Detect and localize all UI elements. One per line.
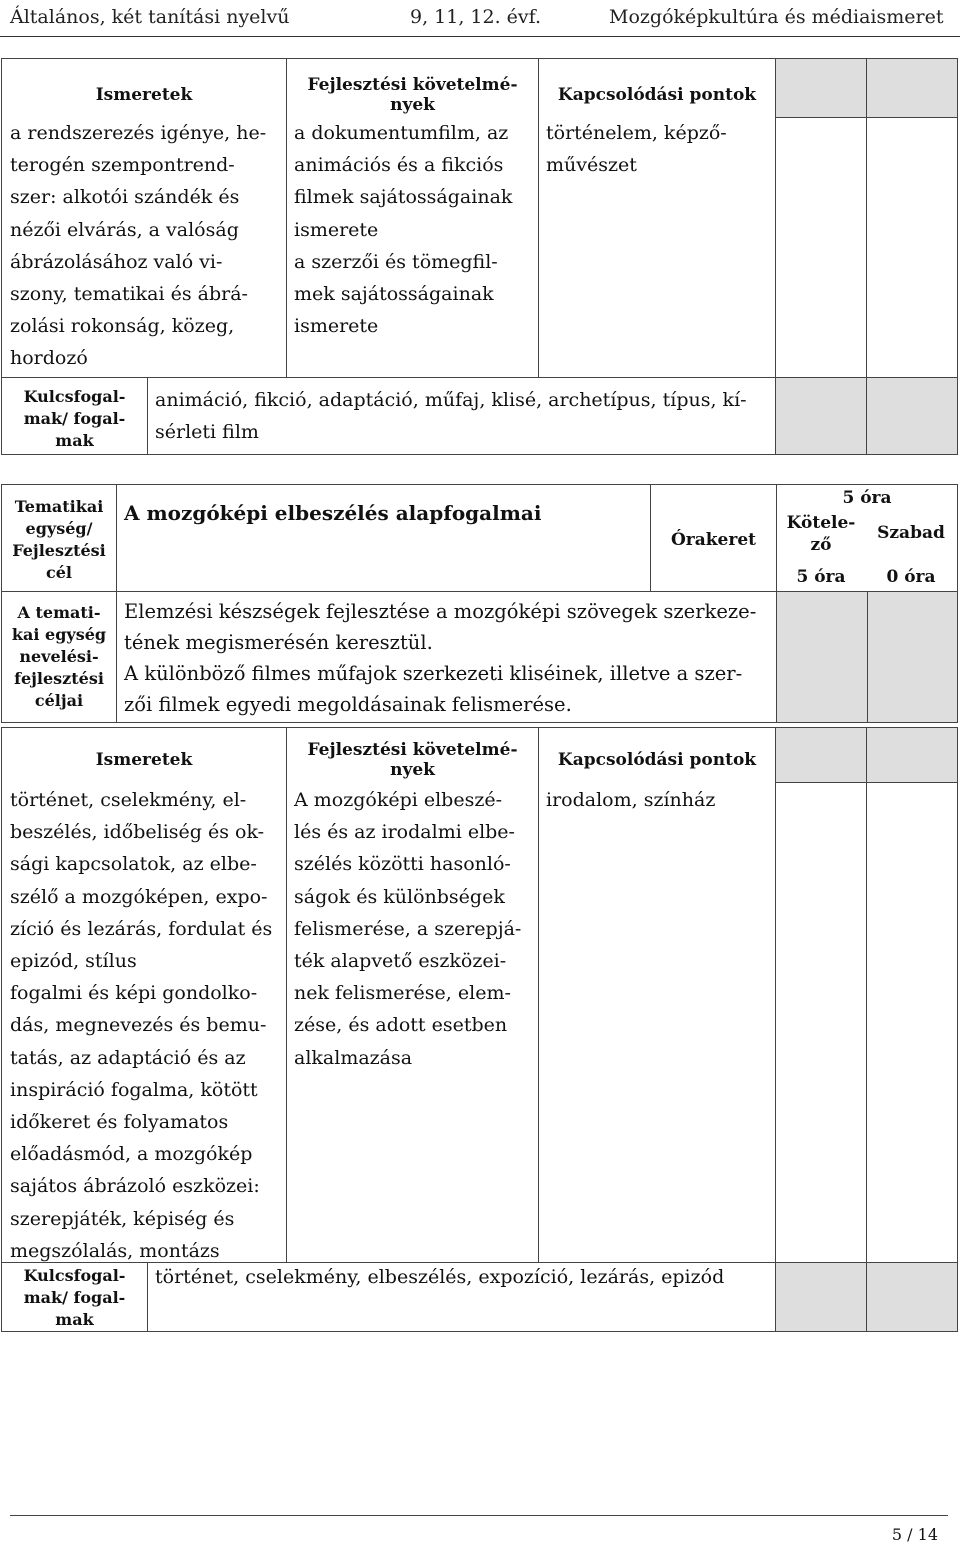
t1-fejlesztesi-cell: [286, 58, 539, 378]
t2-szabad-hours: 0 óra: [886, 567, 936, 587]
t2-celjai-text-cell: [116, 591, 777, 723]
t2-orakeret-cell: [650, 484, 777, 592]
t2-celjai-label: A temati- kai egység nevelési- fejlesztési céljai: [11, 603, 107, 710]
t2-title: A mozgóképi elbeszélés alapfogalmai: [124, 501, 542, 525]
t2-total-hours: 5 óra: [842, 488, 892, 508]
t1-ismeretek-header: Ismeretek: [95, 85, 193, 105]
t1-ismeretek-text: a rendszerezés igénye, he- terogén szempontrend- szer: alkotói szándék és nézői elvárás, a valóság ábrázolásához való vi- szony, tematikai és ábrá- zolási rokonság, közeg, hordozó: [10, 122, 267, 370]
t1-fejlesztesi-header: Fejlesztési követelmé- nyek: [307, 75, 518, 115]
t3-kulcs-label-cell: [1, 1262, 148, 1332]
t2-celjai-text: Elemzési készségek fejlesztése a mozgóképi szövegek szerkeze- tének megismerésén keresztül. A különböző filmes műfajok szerkezeti kliséinek, illetve a szer- zői filmek egyedi megoldásainak felismerése.: [124, 600, 757, 716]
t3-fejlesztesi-header: Fejlesztési követelmé- nyek: [307, 740, 518, 780]
t2-celjai-label-cell: [1, 591, 117, 723]
t1-kapcsolodasi-cell: [538, 58, 776, 378]
t3-kulcs-label: Kulcsfogal- mak/ fogal- mak: [23, 1266, 126, 1329]
t1-empty-cell: [775, 117, 867, 378]
t3-grey-cell: [775, 1262, 867, 1332]
t3-fejlesztesi-cell: [286, 727, 539, 1263]
t1-grey-cell: [866, 377, 958, 455]
t3-grey-cell: [866, 1262, 958, 1332]
t2-hours-cell: [776, 484, 958, 592]
t1-fejlesztesi-text: a dokumentumfilm, az animációs és a fikciós filmek sajátosságainak ismerete a szerzői és tömegfil- mek sajátosságainak ismerete: [294, 122, 513, 338]
t2-title-cell: [116, 484, 651, 592]
header-right: Mozgóképkultúra és médiaismeret: [609, 6, 944, 28]
t1-kulcs-text: animáció, fikció, adaptáció, műfaj, klisé, archetípus, típus, kí- sérleti film: [155, 389, 747, 444]
t2-szabad-label: Szabad: [877, 523, 945, 543]
t3-kapcsolodasi-text: irodalom, színház: [546, 789, 716, 811]
header-left: Általános, két tanítási nyelvű: [10, 6, 290, 28]
t1-kulcs-label-cell: [1, 377, 148, 455]
t3-kulcs-text-cell: [147, 1262, 776, 1332]
t2-tematikai-label-cell: [1, 484, 117, 592]
t1-kulcs-text-cell: [147, 377, 776, 455]
t1-grey-cell: [775, 377, 867, 455]
header-middle: 9, 11, 12. évf.: [410, 6, 542, 28]
t3-kapcsolodasi-header: Kapcsolódási pontok: [557, 750, 757, 770]
t2-tematikai-label: Tematikai egység/ Fejlesztési cél: [12, 497, 106, 582]
t2-orakeret: Órakeret: [671, 530, 756, 550]
t3-ismeretek-cell: [1, 727, 287, 1263]
t2-grey-cell: [776, 591, 868, 723]
footer-divider: [10, 1515, 948, 1516]
t1-ismeretek-cell: [1, 58, 287, 378]
t2-grey-cell: [867, 591, 958, 723]
page-header: [0, 0, 960, 37]
t1-kulcs-label: Kulcsfogal- mak/ fogal- mak: [23, 387, 126, 450]
t1-kapcsolodasi-header: Kapcsolódási pontok: [557, 85, 757, 105]
t3-ismeretek-text: történet, cselekmény, el- beszélés, időbeliség és ok- sági kapcsolatok, az elbe- szélő a mozgóképen, expo- zíció és lezárás, fordulat és epizód, stílus fogalmi és képi gondolko- dás, megnevezés és bemu- tatás, az adaptáció és az inspiráció fogalma, kötött időkeret és folyamatos előadásmód, a mozgókép sajátos ábrázoló eszközei: szerepjáték, képiség és megszólalás, montázs: [10, 789, 273, 1262]
t3-empty-cell: [866, 782, 958, 1263]
t3-kulcs-text: történet, cselekmény, elbeszélés, expozíció, lezárás, epizód: [155, 1266, 725, 1288]
t3-fejlesztesi-text: A mozgóképi elbeszé- lés és az irodalmi elbe- szélés közötti hasonló- ságok és különbségek felismerése, a szerepjá- ték alapvető eszközei- nek felismerése, elem- zése, és adott esetben alkalmazása: [294, 789, 522, 1069]
t3-empty-cell: [775, 782, 867, 1263]
t1-grey-cell: [775, 58, 867, 118]
t1-kapcsolodasi-text: történelem, képző- művészet: [546, 122, 727, 177]
t3-ismeretek-header: Ismeretek: [95, 750, 193, 770]
t3-grey-cell: [775, 727, 867, 783]
t2-kotelezo-label: Kötele- ző: [786, 513, 856, 555]
page-number: 5 / 14: [891, 1525, 938, 1544]
t2-kotelezo-hours: 5 óra: [796, 567, 846, 587]
t3-kapcsolodasi-cell: [538, 727, 776, 1263]
t1-empty-cell: [866, 117, 958, 378]
t1-grey-cell: [866, 58, 958, 118]
t3-grey-cell: [866, 727, 958, 783]
